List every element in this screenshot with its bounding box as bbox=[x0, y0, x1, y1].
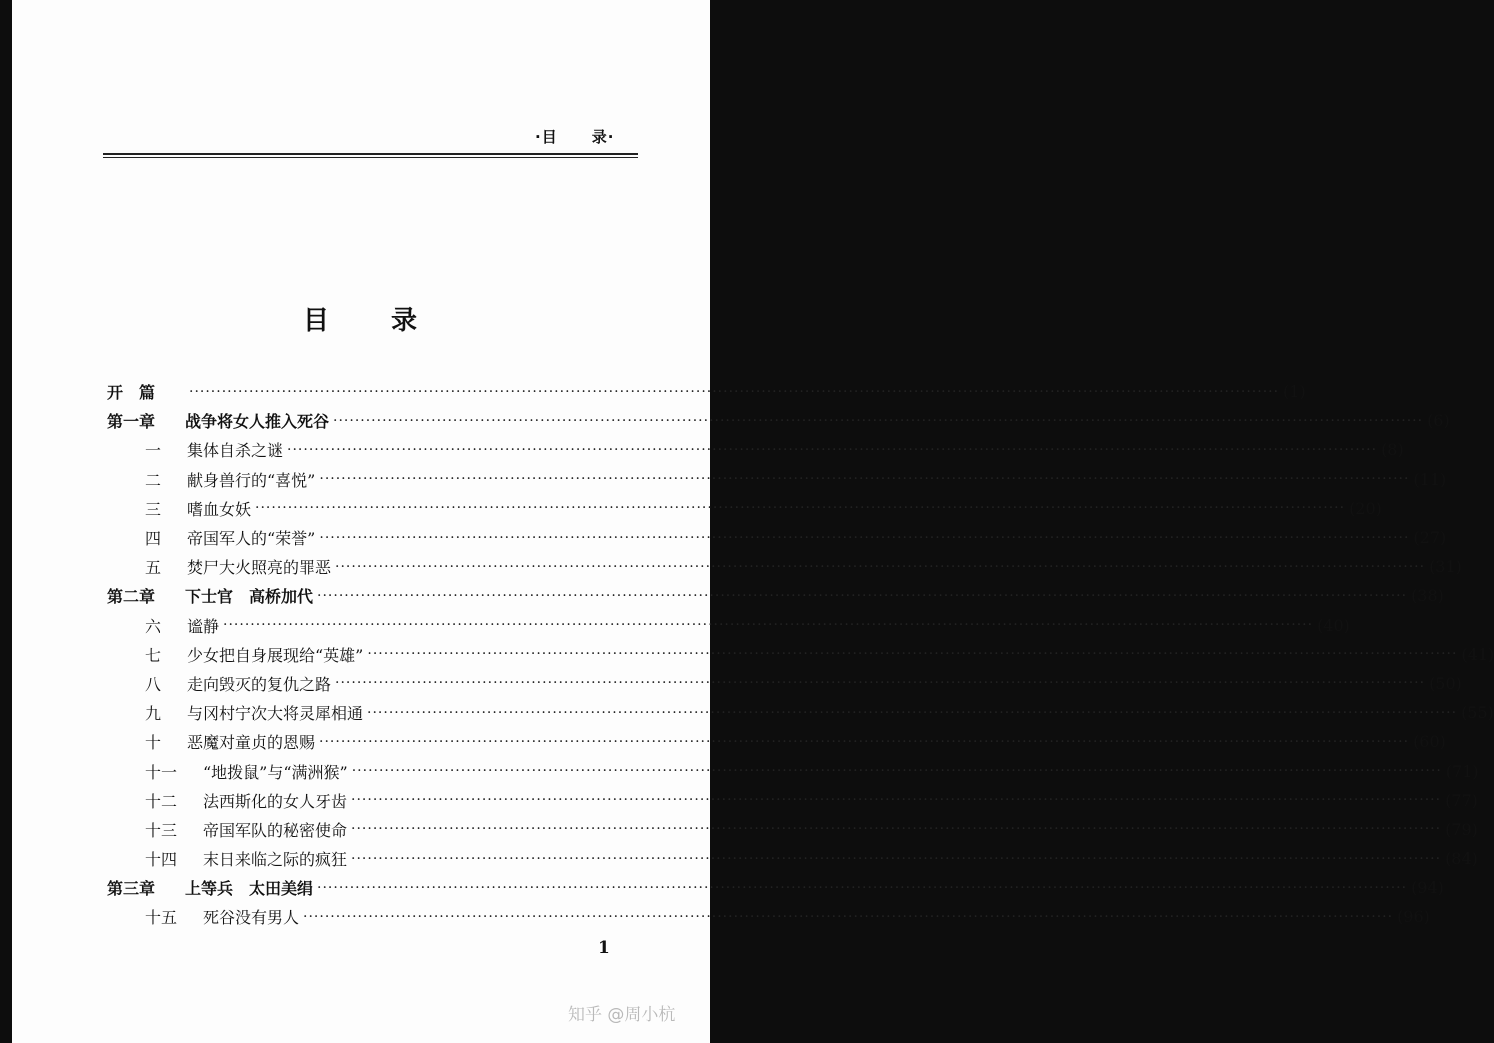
toc-leader-dots: ········································································································································································································ bbox=[367, 704, 1458, 721]
toc-leader-dots: ········································································································································································································ bbox=[255, 500, 1346, 517]
toc-leader-dots: ········································································································································································································ bbox=[303, 908, 1394, 925]
toc-leader-dots: ········································································································································································································ bbox=[319, 529, 1410, 546]
toc-entry bbox=[107, 669, 1462, 698]
toc-entry-number: 六 bbox=[145, 616, 162, 636]
toc-leader-dots: ········································································································································································································ bbox=[319, 733, 1410, 750]
toc-entry bbox=[107, 611, 1350, 640]
toc-entry bbox=[107, 640, 1494, 669]
toc-leader-dots: ········································································································································································································ bbox=[223, 617, 1314, 634]
toc-entry-page: (60) bbox=[1413, 732, 1446, 752]
toc-entry-page: (50) bbox=[1429, 673, 1462, 693]
toc-entry-page: (11) bbox=[1413, 469, 1447, 489]
toc-entry bbox=[107, 727, 1446, 756]
toc-entry-page: (55) bbox=[1461, 703, 1494, 723]
toc-entry-page: (77) bbox=[1445, 790, 1478, 810]
toc-entry-title: 集体自杀之谜 bbox=[187, 441, 284, 461]
toc-entry bbox=[107, 902, 1430, 931]
toc-entry-title: “地拨鼠”与“满洲猴” bbox=[203, 762, 348, 782]
running-head-right: 录· bbox=[591, 128, 615, 146]
toc-entry-number: 第一章 bbox=[107, 412, 156, 432]
toc-entry-number: 五 bbox=[145, 558, 162, 578]
title-char-2: 录 bbox=[391, 306, 418, 336]
toc-entry bbox=[107, 581, 1444, 610]
toc-leader-dots: ········································································································································································································ bbox=[367, 646, 1458, 663]
toc-entry-title: 少女把自身展现给“英雄” bbox=[187, 645, 364, 665]
toc-leader-dots: ········································································································································································································ bbox=[189, 383, 1280, 400]
toc-entry-title: 上等兵 太田美绢 bbox=[185, 879, 314, 899]
toc-entry-page: (96) bbox=[1397, 907, 1430, 927]
toc-entry bbox=[107, 815, 1478, 844]
toc-entry bbox=[107, 377, 1306, 406]
toc-entry-label bbox=[107, 438, 283, 461]
toc-entry-label bbox=[107, 584, 313, 607]
toc-entry bbox=[107, 465, 1447, 494]
toc-entry-number: 十二 bbox=[145, 791, 178, 811]
toc-leader-dots: ········································································································································································································ bbox=[333, 412, 1424, 429]
toc-entry-title: 与冈村宁次大将灵犀相通 bbox=[187, 704, 364, 724]
toc-entry bbox=[107, 756, 1479, 785]
toc-entry bbox=[107, 786, 1478, 815]
toc-entry-title: 战争将女人推入死谷 bbox=[185, 412, 330, 432]
toc-entry-title: 末日来临之际的疯狂 bbox=[203, 850, 348, 870]
toc-entry-number: 十四 bbox=[145, 850, 178, 870]
toc-entry-page: (38) bbox=[1411, 586, 1444, 606]
toc-entry-label bbox=[107, 847, 347, 870]
toc-entry-label bbox=[107, 818, 347, 841]
toc-entry-label bbox=[107, 701, 363, 724]
toc-entry-page: (20) bbox=[1349, 498, 1382, 518]
toc-leader-dots: ········································································································································································································ bbox=[351, 763, 1442, 780]
toc-entry-title: 死谷没有男人 bbox=[203, 908, 300, 928]
toc-leader-dots: ········································································································································································································ bbox=[319, 471, 1410, 488]
toc-leader-dots: ········································································································································································································ bbox=[351, 821, 1442, 838]
toc-entry-number: 七 bbox=[145, 645, 162, 665]
toc-entry-label bbox=[107, 409, 329, 432]
toc-entry-page: (1) bbox=[1283, 382, 1306, 402]
toc-entry-label bbox=[107, 730, 315, 753]
toc-leader-dots: ········································································································································································································ bbox=[335, 558, 1426, 575]
toc-entry-number: 十一 bbox=[145, 762, 178, 782]
toc-entry-number: 八 bbox=[145, 674, 162, 694]
toc-entry-label bbox=[107, 526, 315, 549]
toc-entry bbox=[107, 406, 1450, 435]
toc-entry-title: 谧静 bbox=[187, 616, 220, 636]
toc-entry-number: 第二章 bbox=[107, 587, 156, 607]
toc-entry-label bbox=[107, 614, 219, 637]
toc-entry-page: (84) bbox=[1445, 849, 1478, 869]
toc-entry-label bbox=[107, 497, 251, 520]
toc-entry-title: 走向毁灭的复仇之路 bbox=[187, 674, 332, 694]
toc-leader-dots: ········································································································································································································ bbox=[317, 879, 1408, 896]
toc-entry bbox=[107, 698, 1494, 727]
toc-entry-page: (6) bbox=[1427, 411, 1450, 431]
toc-leader-dots: ········································································································································································································ bbox=[335, 675, 1426, 692]
toc-entry-label bbox=[107, 789, 347, 812]
toc-entry-title: 焚尸大火照亮的罪恶 bbox=[187, 558, 332, 578]
toc-entry-label bbox=[107, 876, 313, 899]
toc-entry-number: 九 bbox=[145, 704, 162, 724]
toc-leader-dots: ········································································································································································································ bbox=[317, 587, 1408, 604]
toc-entry bbox=[107, 873, 1444, 902]
toc-entry-label bbox=[107, 643, 363, 666]
toc-entry bbox=[107, 552, 1462, 581]
toc-leader-dots: ········································································································································································································ bbox=[287, 441, 1378, 458]
toc-entry-page: (40) bbox=[1317, 615, 1350, 635]
toc-entry-title: 献身兽行的“喜悦” bbox=[187, 470, 316, 490]
toc-entry-page: (8) bbox=[1381, 440, 1404, 460]
toc-entry-title: 下士官 高桥加代 bbox=[185, 587, 314, 607]
toc-entry-number: 十 bbox=[145, 733, 162, 753]
toc-entry-title: 法西斯化的女人牙齿 bbox=[203, 791, 348, 811]
toc-entry-label bbox=[107, 760, 348, 783]
toc-entry-number: 十五 bbox=[145, 908, 178, 928]
toc-entry-page: (71) bbox=[1445, 761, 1479, 781]
header-rule-thin bbox=[103, 157, 638, 158]
toc-entry bbox=[107, 844, 1478, 873]
toc-entry-number: 三 bbox=[145, 499, 162, 519]
toc-entry-page: (94) bbox=[1411, 878, 1444, 898]
title-char-1: 目 bbox=[302, 306, 329, 336]
toc-entry-number: 四 bbox=[145, 529, 162, 549]
toc-entry-page: (79) bbox=[1445, 819, 1478, 839]
toc-entry-title: 帝国军人的“荣誉” bbox=[187, 529, 316, 549]
toc-entry-number: 十三 bbox=[145, 820, 178, 840]
toc-entry-page: (41) bbox=[1461, 644, 1494, 664]
toc-entry-label bbox=[107, 905, 299, 928]
toc-entry-title: 帝国军队的秘密使命 bbox=[203, 820, 348, 840]
running-head bbox=[535, 126, 614, 147]
page-title bbox=[0, 300, 720, 337]
toc-entry-title: 嗜血女妖 bbox=[187, 499, 252, 519]
page-number: 1 bbox=[598, 938, 610, 958]
toc-entry-label bbox=[107, 380, 185, 403]
toc-entry-label bbox=[107, 468, 315, 491]
toc-entry-number: 第三章 bbox=[107, 879, 156, 899]
running-head-left: ·目 bbox=[535, 128, 558, 146]
toc-entry-number: 开 篇 bbox=[107, 383, 156, 403]
toc-leader-dots: ········································································································································································································ bbox=[351, 792, 1442, 809]
toc-entry-label bbox=[107, 672, 331, 695]
toc-entry-number: 二 bbox=[145, 470, 162, 490]
toc-leader-dots: ········································································································································································································ bbox=[351, 850, 1442, 867]
watermark: 知乎 @周小杭 bbox=[568, 1005, 676, 1025]
toc-entry-title: 恶魔对童贞的恩赐 bbox=[187, 733, 316, 753]
toc-entry bbox=[107, 523, 1447, 552]
toc-entry-page: (31) bbox=[1429, 557, 1462, 577]
toc-entry-number: 一 bbox=[145, 441, 162, 461]
toc-entry-page: (27) bbox=[1413, 528, 1447, 548]
toc-entry-label bbox=[107, 555, 331, 578]
header-rule-thick bbox=[103, 153, 638, 155]
toc-entry bbox=[107, 435, 1404, 464]
table-of-contents bbox=[107, 377, 1494, 932]
toc-entry bbox=[107, 494, 1382, 523]
